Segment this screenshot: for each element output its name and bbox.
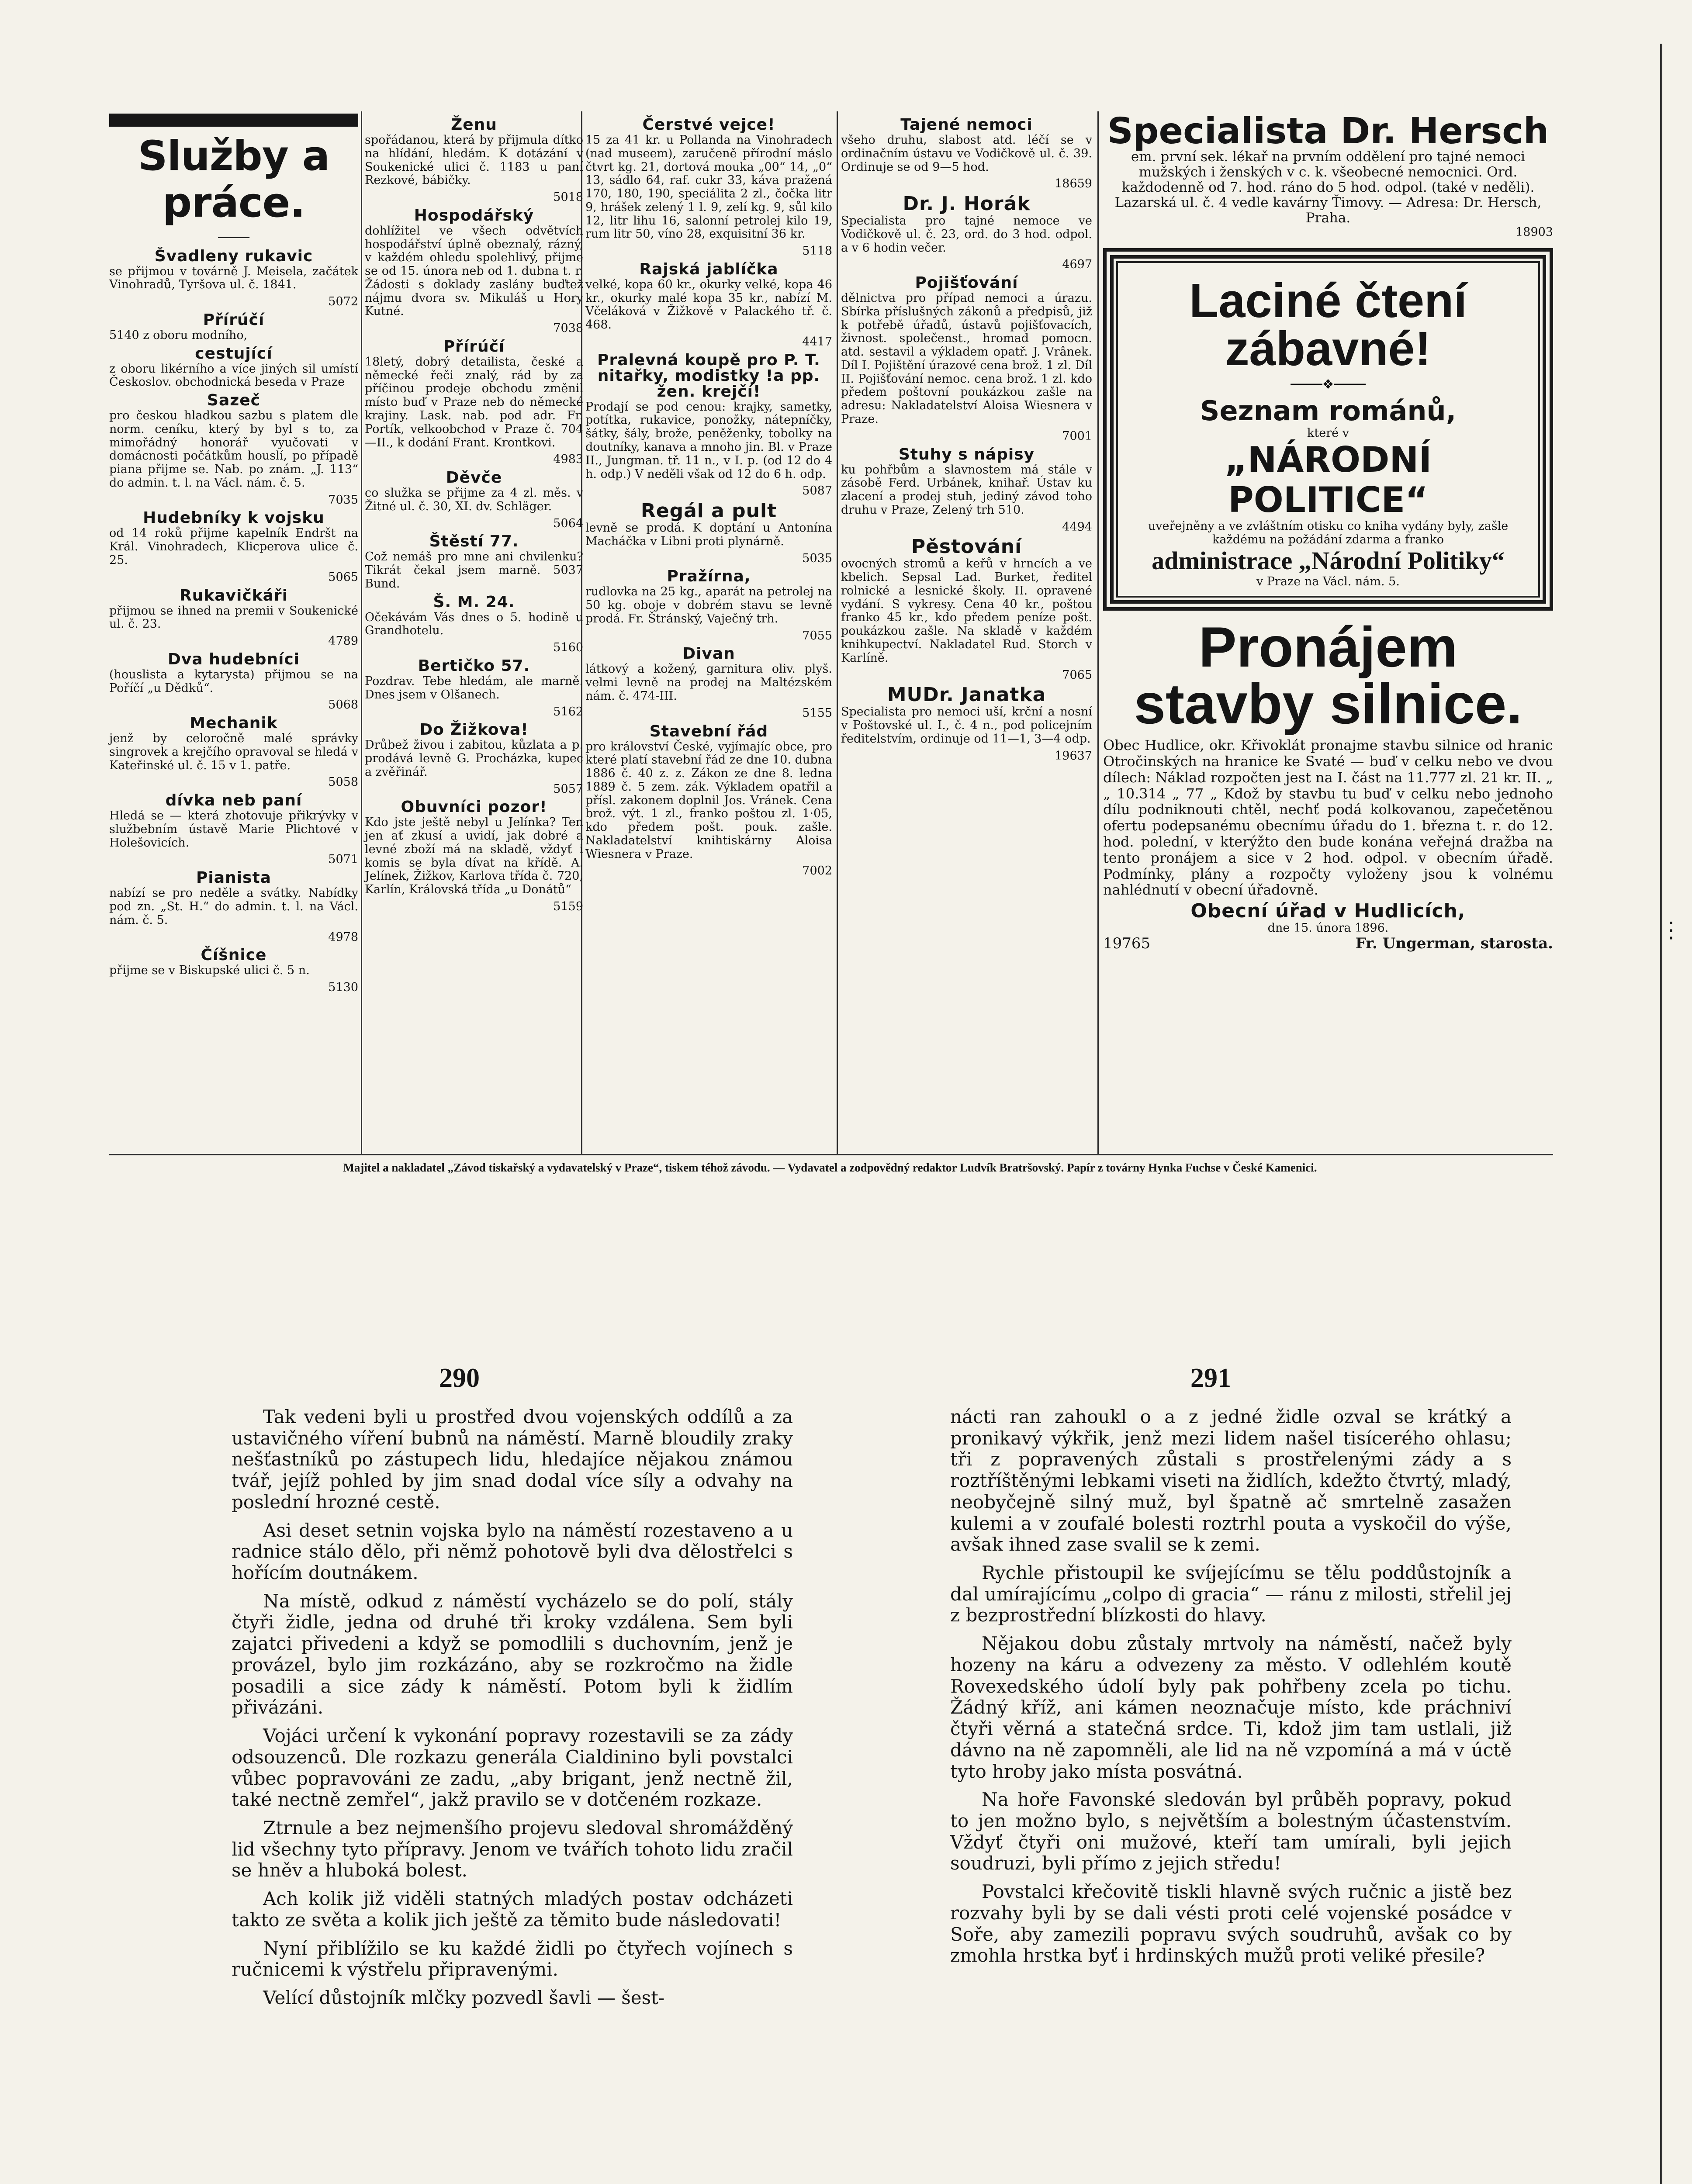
footer-rule [109, 1154, 1553, 1155]
ad-title: Pojišťování [915, 274, 1018, 292]
column-3 [585, 114, 832, 878]
ad-text: všeho druhu, slabost atd. léčí se v ordinačním ústavu ve Vodičkově ul. č. 39. Ordinuje se od 9—5 hod. [841, 133, 1092, 174]
ad-number: 5064 [553, 516, 583, 530]
ad-number: 5155 [802, 706, 832, 720]
ad-number: 18659 [1055, 177, 1092, 191]
ad-text: pro českou hladkou sazbu s platem dle norm. ceníku, který by byl s to, za mimořádný honorář vyučovati v domácnosti počátkům houslí, po případě piana přijme se. Nab. po znám. „J. 113“ do admin. t. l. na Václ. nám. č. 5. [109, 409, 358, 490]
ad-title: Do Žižkova! [419, 721, 529, 739]
ad-title: Š. M. 24. [433, 593, 515, 611]
story-paragraph: Povstalci křečovitě tiskli hlavně svých ručnic a jistě bez rozvahy byli by se dali vésti proti celé vojenské posádce v Soře, aby zamezili popravu svých soudruhů, avšak co by zmohla hrstka byť i hrdinských mužů proti veliké přesile? [950, 1881, 1512, 1966]
ad-title: MUDr. Janatka [887, 684, 1046, 706]
ad-number: 4789 [328, 634, 358, 648]
column-4 [841, 114, 1092, 763]
ad-number: 4494 [1062, 520, 1092, 534]
road-lease-title: Pronájem stavby silnice. [1134, 615, 1522, 736]
ad-title: Ženu [451, 116, 497, 134]
ad-text: levně se prodá. K doptání u Antonína Macháčka v Libni proti plynárně. [585, 521, 832, 548]
ad-text: Hledá se — která zhotovuje přikrývky v službebním ústavě Marie Plichtové v Holešovicích. [109, 809, 358, 850]
cheap-reading-title: Laciné čtení zábavné! [1189, 273, 1467, 376]
ad-text: Kdo jste ještě nebyl u Jelínka? Ten jen ať zkusí a uvidí, jak dobré a levné zboží má na skladě, vždyť i komis se byla dívat na křídě. A. Jelínek, Žižkov, Karlova třída č. 720, Karlín, Královská třída „u Donátů“ [365, 816, 583, 897]
ad-number: 5018 [553, 190, 583, 204]
ad-text: Specialista pro tajné nemoce ve Vodičkově ul. č. 23, ord. do 3 hod. odpol. a v 6 hodin večer. [841, 214, 1092, 255]
story-paragraph: Na místě, odkud z náměstí vycházelo se do polí, stály čtyři židle, jedna od druhé tři kroky vzdálena. Sem byli zajatci přivedeni a když se pomodlili s duchovním, jenž je provázel, bylo jim rozkázáno, aby se rozkročmo na židle posadili a sice zády k náměstí. Potom byli k židlím přivázáni. [232, 1590, 793, 1718]
box-copy: uveřejněny a ve zvláštním otisku co kniha vydány byly, zašle každému na požádání zdarma a franko [1148, 519, 1509, 546]
office-title: Obecní úřad v Hudlicích, [1190, 900, 1466, 923]
ad-text: spořádanou, která by přijmula dítko na hlídání, hledám. K dotázání v Soukenické ulici č. 1183 u paní Rezkové, bábičky. [365, 133, 583, 187]
ad-title: Divan [682, 645, 735, 663]
ad-number: 5057 [553, 782, 583, 796]
ad-text: 18letý, dobrý detailista, české a německé řeči znalý, rád by za příčinou prodeje obchodu změnil místo buď v Praze neb do německé krajiny. Lask. nab. pod adr. Fr. Portík, velkoobchod v Praze č. 704—II., k dodání Frant. Krontkovi. [365, 355, 583, 449]
ad-text: 15 za 41 kr. u Pollanda na Vinohradech (nad museem), zaručeně přírodní máslo čtvrt kg. 21, dortová mouka „00“ 14, „0“ 13, sádlo 64, raf. cukr 33, káva pražená 170, 180, 190, speciálita 2 zl., čočka litr 9, hrášek zelený 1 l. 9, zelí kg. 9, sůl kilo 12, litr lihu 16, salonní petrolej kilo 19, rum litr 50, víno 28, exquisitní 36 kr. [585, 133, 832, 241]
story-right-page [950, 1406, 1512, 1973]
ad-text: z oboru likérního a více jiných sil umístí Českoslov. obchodnická beseda v Praze [109, 362, 358, 389]
road-lease-copy: Obec Hudlice, okr. Křivoklát pronajme stavbu silnice od hranic Otročinských na hranice ke Svaté — buď v celku nebo ve dvou dílech: Náklad rozpočten jest na I. část na 11.777 zl. 21 kr. II. „ „ 10.314 „ 77 „ Kdož by stavbu tu buď v celku nebo jednoho dílu podniknouti chtěl, nechť podá kolkovanou, zapečetěnou ofertu podepsanému obecnímu úřadu do 1. března t. r. do 12. hod. polední, v kterýžto den bude konána veřejná dražba na tento pronájem a sice v 2 hod. odpol. v obecním úřadě. Podmínky, plány a rozpočty vyloženy jsou k volnému nahlédnutí v obecní úřadovně. [1103, 737, 1553, 898]
ad-number: 7065 [1062, 668, 1092, 682]
ad-title: Obuvníci pozor! [401, 798, 547, 816]
ad-number: 4417 [802, 335, 832, 349]
ad-title: Děvče [446, 469, 502, 487]
column-2 [365, 114, 583, 914]
ad-text: od 14 roků přijme kapelník Endršt na Král. Vinohradech, Klicperova ulice č. 25. [109, 526, 358, 567]
story-paragraph: Nyní přiblížilo se ku každé židli po čtyřech vojínech s ručnicemi k výstřelu připravenými. [232, 1937, 793, 1980]
office-date: dne 15. února 1896. [1267, 921, 1389, 935]
ad-title: Dva hudebníci [167, 650, 300, 668]
ad-number: 5162 [553, 705, 583, 719]
ad-number: 5058 [328, 775, 358, 789]
mayor-signature: Fr. Ungerman, starosta. [1355, 934, 1553, 952]
ad-title: Hospodářský [414, 206, 534, 225]
ad-text: co služka se přijme za 4 zl. měs. v Žitné ul. č. 30, XI. dv. Schläger. [365, 486, 583, 513]
ad-number: 7055 [802, 629, 832, 643]
ad-title: Tajené nemoci [900, 116, 1033, 134]
page-number-right: 291 [1190, 1363, 1231, 1393]
ad-title: Pěstování [911, 536, 1022, 558]
signature-row [1103, 935, 1553, 952]
masthead-bar [109, 114, 358, 127]
ad-text: dělnictva pro případ nemoci a úrazu. Sbírka příslušných zákonů a předpisů, již k potřebě úřadů, ústavů pojišťovacích, živnost. společenst., hromad pomocn. atd. sestavil a výkladem opatř. J. Vrânek. Díl I. Pojištění úrazové cena brož. 1 zl. Díl II. Pojišťování nemoc. cena brož. 1 zl. kdo předem poštovní poukázkou zašle na adresu: Nakladatelství Aloisa Wiesnera v Praze. [841, 291, 1092, 426]
ad-title: Švadleny rukavic [154, 247, 313, 265]
specialist-number: 18903 [1516, 225, 1553, 239]
ad-text: ovocných stromů a keřů v hrncích a ve kbelich. Sepsal Lad. Burket, ředitel rolnické a lesnické školy. II. opravené vydání. S vykresy. Cena 40 kr., poštou franko 45 kr., kdo předem peníze pošt. poukázkou zašle. Na skladě v každém knihkupectví. Nakladatel Rud. Storch v Karlíně. [841, 557, 1092, 665]
publisher-footer: Majitel a nakladatel „Závod tiskařský a vydavatelský v Praze“, tiskem téhož závodu. — Vydavatel a zodpovědný redaktor Ludvík Bratršovský. Papír z továrny Hynka Fuchse v České Kamenici. [343, 1161, 1317, 1174]
ad-title: Sazeč [207, 391, 260, 410]
newspaper-title: „NÁRODNÍ POLITICE“ [1224, 439, 1432, 520]
ad-text: ku pohřbům a slavnostem má stále v zásobě Ferd. Urbánek, knihař. Ústav ku zlacení a prodej stuh, jediný závod toho druhu v Praze, Zelený trh 510. [841, 463, 1092, 517]
ad-title: Mechanik [190, 714, 278, 733]
ad-title: Hudebníky k vojsku [143, 509, 325, 527]
margin-mark: ⋮ [1660, 917, 1682, 943]
ad-number: 7038 [553, 321, 583, 335]
story-paragraph: Ztrnule a bez nejmenšího projevu sledoval shromážděný lid všechny tyto přípravy. Jenom ve tvářích tohoto lidu zračil se hněv a hluboká bolest. [232, 1817, 793, 1881]
ad-text: přijme se v Biskupské ulici č. 5 n. [109, 964, 310, 978]
ad-title: Pražírna, [667, 567, 751, 586]
ad-title: dívka neb paní [165, 791, 302, 810]
story-paragraph: Tak vedeni byli u prostřed dvou vojenských oddílů a za ustavičného víření bubnů na náměstí. Marně bloudily zraky nešťastníků po zástupech lidu, hledajíce nějakou známou tvář, jejíž pohled by jim snad dodal více síly a odvahy na poslední hrozné cestě. [232, 1406, 793, 1513]
ad-text: přijmou se ihned na premii v Soukenické ul. č. 23. [109, 604, 358, 631]
story-paragraph: Na hoře Favonské sledován byl průběh popravy, pokud to jen možno bylo, s největším a bolestným účastenstvím. Vždyť čtyři oni mužové, kteří tam umírali, byli jejich soudruzi, byli přímo z jejich středu! [950, 1789, 1512, 1874]
ad-number: 5087 [802, 484, 832, 498]
ad-number: 19637 [1055, 749, 1092, 763]
specialist-copy: em. první sek. lékař na prvním oddělení pro tajné nemoci mužských i ženských v c. k. všeobecné nemocnici. Ord. každodenně od 7. hod. ráno do 5 hod. odpol. (také v neděli). Lazarská ul. č. 4 vedle kavárny Ťimovy. — Adresa: Dr. Hersch, Praha. [1114, 149, 1542, 226]
ad-title: Číšnice [201, 946, 267, 964]
ad-title: Přírúčí [203, 311, 265, 329]
section-masthead: Služby a práce. [138, 132, 330, 227]
ad-title: Štěstí 77. [429, 532, 519, 551]
ad-text: rudlovka na 25 kg., aparát na petrolej na 50 kg. oboje v dobrém stavu se levně prodá. Fr. Štránský, Vaječný trh. [585, 585, 832, 625]
story-left-page [232, 1406, 793, 2016]
column-rule [361, 111, 362, 1155]
ad-number: 5035 [802, 551, 832, 565]
ad-number: 5071 [328, 853, 358, 867]
ad-number: 7001 [1062, 429, 1092, 443]
ad-number: 5159 [553, 899, 583, 913]
ad-title: Pralevná koupě pro P. T. nitařky, modistky !a pp. žen. krejčí! [597, 351, 820, 401]
page-number-left: 290 [439, 1363, 480, 1393]
cheap-reading-advert [1103, 248, 1553, 611]
novel-list-title: Seznam románů, [1200, 395, 1457, 427]
ad-number: 5068 [328, 698, 358, 712]
ornament: ────❖──── [1291, 377, 1366, 392]
ad-text: Specialista pro nemoci uší, krční a nosní v Poštovské ul. I., č. 4 n., pod policejním ředitelstvím, ordinuje od 11—1, 3—4 odp. [841, 705, 1092, 746]
ad-text: Drůbež živou i zabitou, kůzlata a p. prodává levně G. Procházka, kupec a zvěřinář. [365, 738, 583, 779]
ad-title: Přírúčí [443, 337, 505, 356]
ad-title: Dr. J. Horák [903, 193, 1031, 215]
ad-title: Regál a pult [640, 500, 777, 522]
box-subtitle: které v [1307, 426, 1349, 440]
ad-number: 5118 [802, 244, 832, 258]
ad-title: Stavební řád [649, 722, 768, 740]
ad-number: 5065 [328, 570, 358, 584]
ad-text: Pozdrav. Tebe hledám, ale marně. Dnes jsem v Olšanech. [365, 674, 583, 702]
column-5 [1103, 111, 1553, 952]
ad-number: 4983 [553, 453, 583, 467]
column-rule [837, 111, 838, 1155]
story-paragraph: Ach kolik již viděli statných mladých postav odcházeti takto ze světa a kolik jich ještě za těmito bude následovati! [232, 1888, 793, 1931]
ad-number: 7002 [802, 864, 832, 878]
ad-number: 4978 [328, 930, 358, 944]
ad-number: 5130 [328, 981, 358, 995]
column-rule [1097, 111, 1099, 1155]
ad-number: 7035 [328, 493, 358, 507]
ad-title: Stuhy s nápisy [898, 445, 1035, 463]
story-paragraph: Rychle přistoupil ke svíjejícímu se tělu poddůstojník a dal umírajícímu „colpo di gracia“ — ránu z milosti, střelil jej z bezprostřední blízkosti do hlavy. [950, 1562, 1512, 1626]
ad-number: 5072 [328, 295, 358, 309]
ad-title: Rukavičkáři [179, 586, 288, 605]
column-1 [109, 114, 358, 995]
ad-text: látkový a kožený, garnitura oliv. plyš. velmi levně na prodej na Maltézském nám. č. 474-III. [585, 662, 832, 703]
ad-title: Rajská jablíčka [639, 260, 779, 278]
ad-title: Pianista [196, 869, 271, 887]
ad-text: jenž by celoročně malé správky singrovek a krejčího opravoval se hledá v Kateřinské ul. č. 15 v 1. patře. [109, 732, 358, 772]
story-paragraph: Asi deset setnin vojska bylo na náměstí rozestaveno a u radnice stálo dělo, při němž pohotově byli dva dělostřelci s hořícím doutnákem. [232, 1519, 793, 1584]
story-paragraph: nácti ran zahoukl o a z jedné židle ozval se krátký a pronikavý výkřik, jenž mezi lidem našel tisícerého ohlasu; tři z popravených zůstali s prostřelenými zády a s roztříštěnými lebkami viseti na židlích, kdežto čtvrtý, mladý, neobyčejně silný muž, byl špatně ač smrtelně zasažen kulemi a v zoufalé bolesti roztrhl pouta a vyskočil do výše, avšak ihned zase svalil se k zemi. [950, 1406, 1512, 1555]
ad-text: pro království České, vyjímajíc obce, pro které platí stavební řád ze dne 10. dubna 1886 č. 40 z. z. Zákon ze dne 8. ledna 1889 č. 5 zem. zák. Výkladem opatřil a přísl. zakonem doplnil Jos. Vránek. Cena brož. výt. 1 zl., franko poštou zl. 1·05, kdo předem pošt. pouk. zašle. Nakladatelství knihtiskárny Aloisa Wiesnera v Praze. [585, 740, 832, 861]
administration-title: administrace „Národní Politiky“ [1152, 546, 1505, 575]
ad-text: Což nemáš pro mne ani chvilenku? Tikrát čekal jsem marně. 5037 Bund. [365, 550, 583, 591]
ad-text: Očekávám Vás dnes o 5. hodině u Grandhotelu. [365, 610, 583, 638]
ad-text: 5140 z oboru modního, [109, 328, 248, 342]
ad-text: nabízí se pro neděle a svátky. Nabídky pod zn. „St. H.“ do admin. t. l. na Václ. nám. č. 5. [109, 886, 358, 927]
ad-number: 5160 [553, 641, 583, 655]
ad-text: (houslista a kytarysta) přijmou se na Poříčí „u Dědků“. [109, 667, 358, 695]
ad-text: Prodají se pod cenou: krajky, sametky, potítka, rukavice, ponožky, nátepníčky, šátky, šály, brože, peněženky, tobolky na doutníky, kanava a mnoho jin. Bl. v Praze II., Jungman. tř. 11 n., v I. p. (od 12 do 4 h. odp.) V neděli však od 12 do 6 h. odp. [585, 400, 832, 481]
ad-number: 4697 [1062, 258, 1092, 272]
ad-title: cestující [195, 344, 273, 363]
box-address: v Praze na Václ. nám. 5. [1256, 575, 1400, 589]
story-paragraph: Vojáci určení k vykonání popravy rozestavili se za zády odsouzenců. Dle rozkazu generála Cialdinino byli povstalci vůbec popravováni ze zadu, „aby brigant, jenž nectně žil, také nectně zemřel“, jakž pravilo se v dotčeném rozkaze. [232, 1725, 793, 1811]
ornament: ⸻ [217, 229, 250, 245]
ad-text: dohlížitel ve všech odvětvích hospodářství úplně obeznalý, rázný, v každém ohledu spolehlivý, přijme se od 15. února neb od 1. dubna t. r. Žádosti s doklady zaslány buďtež nájmu dvora sv. Mikuláš u Hory Kutné. [365, 224, 583, 318]
ad-list [109, 249, 358, 995]
story-paragraph: Velící důstojník mlčky pozvedl šavli — šest- [263, 1987, 665, 2008]
story-paragraph: Nějakou dobu zůstaly mrtvoly na náměstí, načež byly hozeny na káru a odvezeny za město. V odlehlém koutě Rovexedského údolí byly pak pohřbeny zcela po tichu. Žádný kříž, ani kámen neoznačuje místo, kde práchniví čtyři věrná a statečná srdce. Ti, kdož jim tam ustlali, již dávno na ně zapomněli, ale lid na ně vzpomíná a má v úctě tyto hroby jako místa posvátná. [950, 1633, 1512, 1782]
signature-number: 19765 [1103, 934, 1151, 952]
specialist-heading: Specialista Dr. Hersch [1107, 111, 1549, 152]
ad-title: Čerstvé vejce! [642, 116, 775, 134]
ad-text: se přijmou v továrně J. Meisela, začátek Vinohradů, Tyršova ul. č. 1841. [109, 264, 358, 292]
ad-title: Bertičko 57. [418, 657, 530, 675]
ad-text: velké, kopa 60 kr., okurky velké, kopa 46 kr., okurky malé kopa 35 kr., nabízí M. Včeláková v Žižkově v Palackého tř. č. 468. [585, 277, 832, 332]
